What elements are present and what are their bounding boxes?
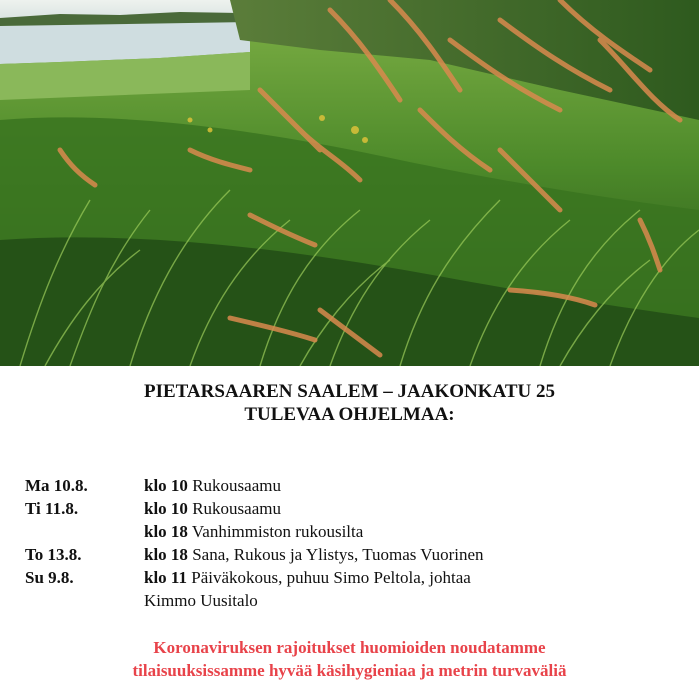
schedule-day: To 13.8.	[25, 545, 82, 564]
notice-line-2: tilaisuuksissamme hyvää käsihygieniaa ja metrin turvaväliä	[132, 661, 567, 680]
schedule-row	[25, 566, 685, 589]
schedule-time: klo 10	[144, 499, 188, 518]
schedule-row	[25, 543, 685, 566]
schedule-entry	[144, 566, 471, 589]
schedule-time: klo 11	[144, 568, 187, 587]
schedule-text: Rukousaamu	[192, 476, 281, 495]
schedule-day: Su 9.8.	[25, 568, 74, 587]
schedule-day: Ma 10.8.	[25, 476, 88, 495]
schedule-text: Kimmo Uusitalo	[144, 591, 258, 610]
schedule-time: klo 18	[144, 545, 188, 564]
program-heading	[0, 380, 699, 426]
schedule-entry	[144, 543, 484, 566]
schedule-entry	[144, 589, 258, 612]
schedule-time: klo 10	[144, 476, 188, 495]
covid-notice	[0, 636, 699, 682]
schedule-text: Sana, Rukous ja Ylistys, Tuomas Vuorinen	[192, 545, 484, 564]
schedule-row	[25, 589, 685, 612]
schedule-text: Rukousaamu	[192, 499, 281, 518]
schedule-entry	[144, 497, 281, 520]
schedule-row	[25, 520, 685, 543]
schedule-list	[25, 474, 685, 612]
schedule-row	[25, 497, 685, 520]
schedule-entry	[144, 520, 363, 543]
schedule-row	[25, 474, 685, 497]
schedule-time: klo 18	[144, 522, 188, 541]
notice-line-1: Koronaviruksen rajoitukset huomioiden noudatamme	[153, 638, 546, 657]
schedule-text: Päiväkokous, puhuu Simo Peltola, johtaa	[191, 568, 471, 587]
heading-upcoming: TULEVAA OHJELMAA:	[244, 404, 455, 425]
schedule-day: Ti 11.8.	[25, 499, 79, 518]
schedule-entry	[144, 474, 281, 497]
heading-venue: PIETARSAAREN SAALEM – JAAKONKATU 25	[144, 381, 555, 402]
schedule-text: Vanhimmiston rukousilta	[191, 522, 364, 541]
